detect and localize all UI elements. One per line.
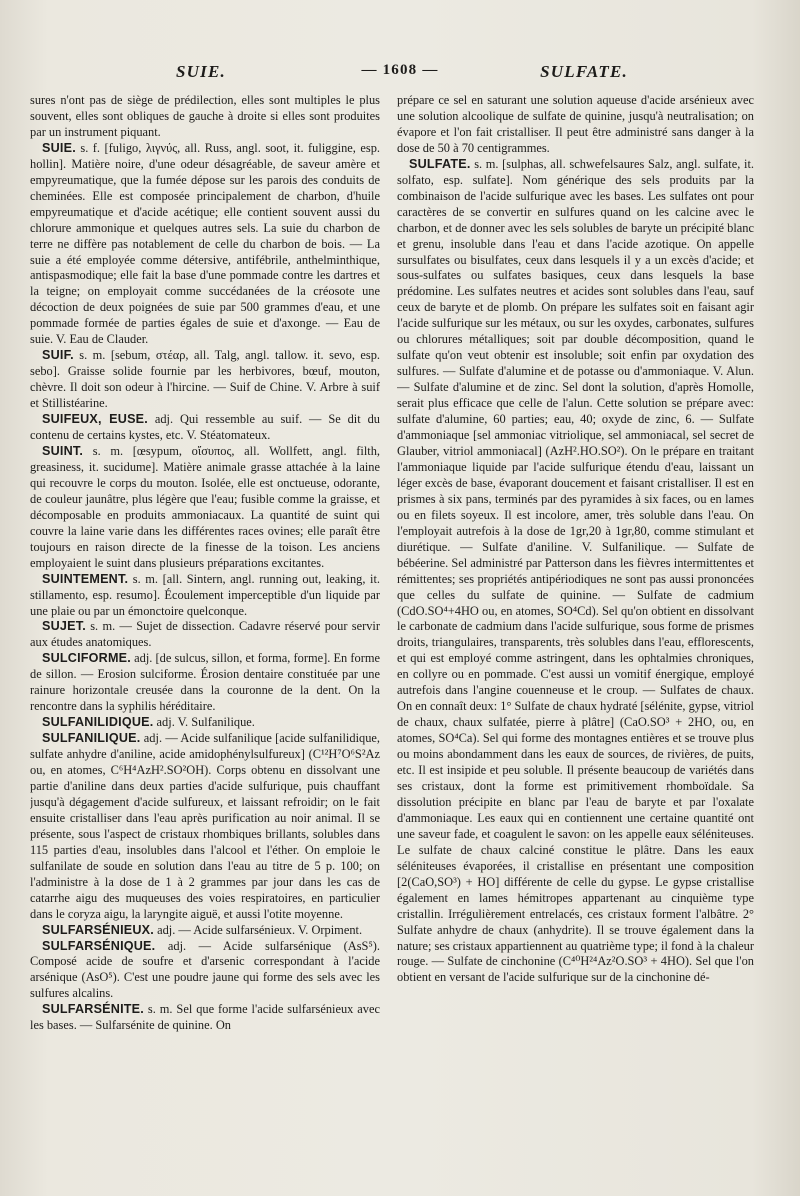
dictionary-entry [397, 93, 754, 157]
entry-headword: SULCIFORME. [42, 651, 131, 666]
entry-definition: s. m. — Sujet de dissection. Cadavre réservé pour servir aux études anatomiques. [30, 619, 380, 650]
entry-definition: adj. — Acide sulfanilique [acide sulfanilidique, sulfate anhydre d'aniline, acide amidophénylsulfureux] (C¹²H⁷O⁶S²Az ou, en atomes, C⁶H⁴AzH².SO²OH). Corps obtenu en dissolvant une partie d'aniline dans deux parties d'acide sulfurique, puis chauffant jusqu'à dégagement d'acide sulfureux, et laissant refroidir; on le fait ensuite cristalliser dans l'eau après purification au noir animal. Il se présente, sous l'aspect de cristaux rhombiques brillants, solubles dans 115 parties d'eau, insolubles dans l'alcool et l'éther. On emploie le sulfanilate de soude en solution dans l'eau au titre de 5 p. 100; on l'administre à la dose de 1 à 2 grammes par jour dans les cas de catarrhe aigu des muqueuses des voies respiratoires, en particulier dans le coryza aigu, la laryngite aiguë, et aussi l'otite moyenne. [30, 731, 380, 921]
entry-definition: sures n'ont pas de siège de prédilection, elles sont multiples le plus souvent, elles sont obliques de gauche à droite si elles sont produites par un instrument piquant. [30, 93, 380, 139]
entry-headword: SULFANILIDIQUE. [42, 715, 154, 730]
entry-definition: adj. [de sulcus, sillon, et forma, forme]. En forme de sillon. — Erosion sulciforme. Érosion dentaire constituée par une rainure horizontale creusée dans la couronne de la dent. On la rencontre dans la syphilis héréditaire. [30, 651, 380, 714]
entry-headword: SUINTEMENT. [42, 571, 129, 586]
entry-headword: SUIE. [42, 140, 76, 155]
page-header [0, 62, 800, 88]
entry-definition: s. m. [sebum, στέαρ, all. Talg, angl. tallow. it. sevo, esp. sebo]. Graisse solide fournie par les herbivores, bœuf, mouton, chèvre. Il doit son odeur à l'hircine. — Suif de Chine. V. Arbre à suif et Stillistéarine. [30, 348, 380, 411]
dictionary-entry [30, 619, 380, 651]
dictionary-entry [30, 731, 380, 922]
dictionary-entry [30, 651, 380, 715]
entry-definition: s. m. [sulphas, all. schwefelsaures Salz, angl. sulfate, it. solfato, esp. sulfate]. Nom générique des sels produits par la combinaison de l'acide sulfurique avec les bases. Les sulfates ont pour caractères de se convertir en sulfures quand on les calcine avec le charbon, et de donner avec les sels solubles de baryte un précipité blanc et grenu, insoluble dans l'eau et dans l'acide azotique. On appelle sursulfates ou bisulfates, ceux dans lesquels il y a un excès d'acide; et sous-sulfates ou sulfates basiques, ceux dans lesquels la base prédomine. Les sulfates neutres et acides sont solubles dans l'eau, sauf ceux de baryte et de plomb. On prépare les sulfates soit en faisant agir l'acide sulfurique sur les métaux, ou sur les oxydes, carbonates, sulfures ou chlorures métalliques; soit par double décomposition, quand le sulfate qu'on veut obtenir est insoluble; soit enfin par oxydation des sulfures. — Sulfate d'alumine et de potasse ou d'ammoniaque. V. Alun. — Sulfate d'alumine et de zinc. Sel dont la solution, d'après Homolle, serait plus efficace que celle de l'alun. Cette solution se prépare avec: sulfate d'alumine, 60 parties; eau, 40; oxyde de zinc, 6. — Sulfate d'ammoniaque [sel ammoniac vitriolique, sel ammoniacal, sel secret de Glauber, vitriol ammoniacal] (AzH².HO.SO²). On le prépare en traitant l'ammoniaque liquide par l'acide sulfurique étendu d'eau, laissant un léger excès de base, évaporant doucement et faisant cristalliser. Il est en prismes à six pans, terminés par des pyramides à six faces, ou en lames ou en filets soyeux. Il est incolore, amer, très soluble dans l'eau. On l'employait autrefois à la dose de 1gr,20 à 1gr,80, comme stimulant et diurétique. — Sulfate d'aniline. V. Sulfanilique. — Sulfate de bébéerine. Sel administré par Patterson dans les fièvres intermittentes et rémittentes; ses propriétés antipériodiques ne sont pas aussi prononcées que celles du sulfate de quinine. — Sulfate de cadmium (CdO.SO⁴+4HO ou, en atomes, SO⁴Cd). Sel qu'on obtient en dissolvant le carbonate de cadmium dans l'acide sulfurique, sous forme de prismes droits, triangulaires, transparents, très solubles dans l'eau, efflorescents, et qui est employé comme astringent, dans les ophtalmies chroniques, en collyre ou en pommade. C'est aussi un vomitif énergique, employé autrefois dans l'angine couenneuse et le croup. — Sulfates de chaux. On en connaît deux: 1° Sulfate de chaux hydraté [sélénite, gypse, vitriol de chaux, chaux sulfatée, pierre à plâtre] (CaO.SO³ + 2HO, ou, en atomes, SO⁴Ca). Sel qui forme des montagnes entières et se trouve plus ou moins abondamment dans les eaux de sources, de rivières, de puits, etc. Il est insipide et peu soluble. Il présente beaucoup de variétés dans ses cristaux, dont la forme est primitivement rhomboïdale. Sa dissolution précipite en blanc par l'eau de baryte et par l'oxalate d'ammoniaque. Les eaux qui en contiennent une certaine quantité ont une saveur fade, et coagulent le savon: on les appelle eaux séléniteuses. Le sulfate de chaux calciné constitue le plâtre. Dans les eaux séléniteuses évaporées, il cristallise en présentant une composition [2(CaO,SO³) + HO] différente de celle du gypse. Le gypse cristallise également en lames hémitropes appartenant au cinquième type cristallin. Irrégulièrement entrelacés, ces cristaux forment l'albâtre. 2° Sulfate anhydre de chaux (anhydrite). Il se trouve également dans la nature; ses cristaux appartiennent au quatrième type; il fond à la chaleur rouge. — Sulfate de cinchonine (C⁴⁰H²⁴Az²O.SO³ + 4HO). Sel que l'on obtient en versant de l'acide sulfurique sur de la cinchonine dé- [397, 156, 754, 985]
dictionary-entry [30, 141, 380, 348]
right-column [397, 93, 754, 1183]
entry-headword: SULFARSÉNIQUE. [42, 938, 156, 953]
dictionary-entry [30, 348, 380, 412]
entry-headword: SUIFEUX, EUSE. [42, 412, 148, 427]
entry-headword: SULFARSÉNIEUX. [42, 922, 154, 937]
dictionary-entry [30, 572, 380, 620]
entry-headword: SUJET. [42, 619, 86, 634]
dictionary-entry [30, 1002, 380, 1034]
entry-definition: adj. Qui ressemble au suif. — Se dit du contenu de certains kystes, etc. V. Stéatomateux. [30, 412, 380, 443]
dictionary-entry [30, 412, 380, 444]
entry-headword: SULFATE. [409, 156, 471, 171]
entry-definition: adj. V. Sulfanilique. [153, 715, 255, 730]
entry-definition: prépare ce sel en saturant une solution aqueuse d'acide arsénieux avec une solution alcoolique de sulfate de quinine, jusqu'à neutralisation; on évapore et l'on fait cristalliser. Il peut être administré sans danger à la dose de 50 à 70 centigrammes. [397, 93, 754, 155]
header-left-word: SUIE. [176, 62, 226, 81]
entry-headword: SULFANILIQUE. [42, 731, 141, 746]
dictionary-entry [30, 93, 380, 141]
entry-definition: s. f. [fuligo, λιγνύς, all. Russ, angl. soot, it. fuliggine, esp. hollin]. Matière noire, d'une odeur désagréable, de saveur amère et empyreumatique, que la fumée dépose sur les parois des conduits de cheminées. Elle est composée principalement de charbon, d'huile empyreumatique et d'acide acétique; elle contient souvent aussi du chlorure ammonique et quelques autres sels. La suie du charbon de terre ne diffère pas notablement de celle du charbon de bois. — La suie a été employée comme détersive, antifébrile, anthelminthique, antispasmodique; elle fait la base d'une pommade contre les dartres et la teigne; on employait comme succédanées de la créosote une décoction de deux poignées de suie par 500 grammes d'eau, et une pommade formée de parties égales de suie et d'axonge. — Eau de suie. V. Eau de Clauder. [30, 140, 380, 347]
dictionary-entry [30, 715, 380, 731]
dictionary-entry [30, 939, 380, 1003]
header-right-word: SULFATE. [540, 62, 628, 81]
entry-definition: s. m. Sel que forme l'acide sulfarsénieux avec les bases. — Sulfarsénite de quinine. On [30, 1002, 380, 1033]
dictionary-entry [397, 157, 754, 987]
dictionary-entry [30, 444, 380, 572]
entry-definition: s. m. [all. Sintern, angl. running out, leaking, it. stillamento, esp. resumo]. Écoulement imperceptible d'un liquide par une plaie ou par un émonctoire quelconque. [30, 571, 380, 618]
entry-headword: SUIF. [42, 348, 74, 363]
entry-headword: SUINT. [42, 443, 84, 458]
entry-definition: adj. — Acide sulfarsénieux. V. Orpiment. [153, 922, 363, 937]
entry-headword: SULFARSÉNITE. [42, 1002, 144, 1017]
entry-definition: s. m. [œsypum, οἴσυπος, all. Wollfett, angl. filth, greasiness, it. sucidume]. Matière animale grasse attachée à la laine qui recouvre le corps du mouton. Isolée, elle est onctueuse, odorante, de couleur jaunâtre, plus légère que l'eau; fusible comme la graisse, et décomposable en produits ammoniacaux. La quantité de suint qui couvre la laine varie dans les différentes races ovines; elle paraît être toujours en raison directe de la finesse de la toison. Les anciens employaient le suint dans plusieurs préparations excitantes. [30, 443, 380, 570]
left-column [30, 93, 380, 1183]
entry-definition: adj. — Acide sulfarsénique (AsS⁵). Composé acide de soufre et d'arsenic correspondant à l'acide arsénique (AsO⁵). C'est une poudre jaune qui forme des sels avec les sulfures alcalins. [30, 938, 380, 1001]
page-number: — 1608 — [361, 62, 439, 78]
dictionary-entry [30, 923, 380, 939]
